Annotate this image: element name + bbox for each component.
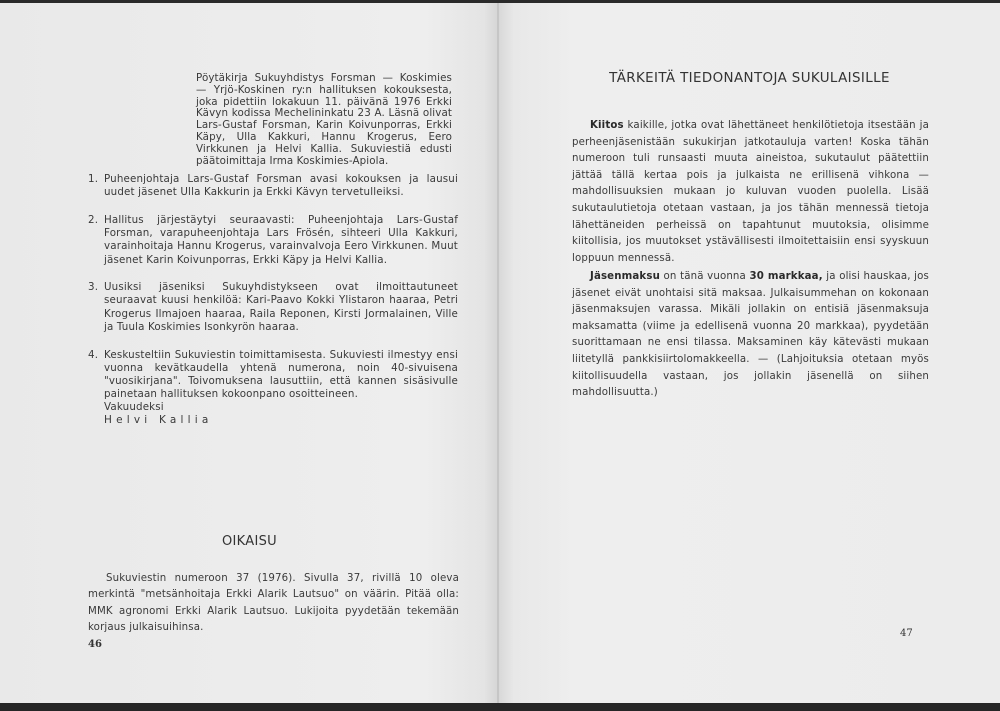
fee-text-b: ja olisi hauskaa, jos jäsenet eivät unohtaisi sitä maksaa. Julkaisummehan on kokonaan jäsenmaksujen varassa. Mikäli jollakin on entisiä jäsenmaksuja maksamatta (viime ja edellisenä vuonna 20 markkaa), pyydetään suorittamaan ne ensi tilassa. Maksaminen käy kätevästi mukaan liitetyllä pankkisiirtolomakkeella. — (Lahjoituksia otetaan myös kiitollisuudella vastaan, jos jollakin jäsenellä on siihen mahdollisuutta.) (572, 271, 930, 399)
fee-lead: Jäsenmaksu (590, 271, 660, 282)
fee-text-a: on tänä vuonna (659, 271, 750, 282)
meeting-minutes-intro: Pöytäkirja Sukuyhdistys Forsman — Koskimies — Yrjö-Koskinen ry:n hallituksen kokouksesta, joka pidettiin lokakuun 11. päivänä 1976 Erkki Kävyn kodissa Mechelininkatu 23 A. Läsnä olivat Lars-Gustaf Forsman, Karin Koivunporras, Erkki Käpy, Ulla Kakkuri, Hannu Krogerus, Eero Virkkunen ja Helvi Kallia. Sukuviestiä edusti päätoimittaja Irma Koskimies-Apiola. (196, 72, 452, 167)
item-number: 1. (88, 173, 99, 185)
signature: Helvi Kallia (104, 414, 213, 426)
section-title-notices: TÄRKEITÄ TIEDONANTOJA SUKULAISILLE (609, 71, 890, 86)
item-text: Keskusteltiin Sukuviestin toimittamisesta. Sukuviesti ilmestyy ensi vuonna kevätkaudella yhtenä numerona, noin 40-sivuisena "vuosikirjana". Toivomuksena lausuttiin, että kannen sisäsivulle painetaan hallituksen kokoonpano osoitteineen. (104, 348, 458, 401)
minutes-item (88, 281, 458, 334)
item-text: Puheenjohtaja Lars-Gustaf Forsman avasi kokouksen ja lausui uudet jäsenet Ulla Kakkurin ja Erkki Kävyn tervetulleiksi. (104, 173, 458, 199)
oikaisu-text: Sukuviestin numeroon 37 (1976). Sivulla 37, rivillä 10 oleva merkintä "metsänhoitaja Erkki Alarik Lautsuo" on väärin. Pitää olla: MMK agronomi Erkki Alarik Lautsuo. Lukijoita pyydetään tekemään korjaus julkaisuihinsa. (88, 573, 459, 634)
item-text: Uusiksi jäseniksi Sukuyhdistykseen ovat ilmoittautuneet seuraavat kuusi henkilöä: Kari-Paavo Kokki Ylistaron haaraa, Petri Krogerus Ilmajoen haaraa, Raila Reponen, Kirsti Jormalainen, Ville ja Tuula Koskimies Isonkyrön haaraa. (104, 281, 458, 333)
item-number: 3. (88, 281, 99, 294)
minutes-items (88, 173, 458, 429)
minutes-item (88, 214, 458, 267)
fee-amount: 30 markkaa, (749, 271, 823, 282)
item-number: 2. (88, 213, 99, 226)
section-title-oikaisu: OIKAISU (222, 534, 277, 549)
book-spread (0, 3, 1000, 703)
membership-fee-paragraph (572, 269, 929, 402)
item-number: 4. (88, 348, 99, 361)
minutes-item (88, 173, 458, 199)
item-text: Hallitus järjestäytyi seuraavasti: Puheenjohtaja Lars-Gustaf Forsman, varapuheenjohtaja Lars Frösén, sihteeri Ulla Kakkuri, varainhoitaja Hannu Krogerus, varainvalvoja Eero Virkkunen. Muut jäsenet Karin Koivunporras, Erkki Käpy ja Helvi Kallia. (104, 213, 458, 266)
minutes-item (88, 349, 458, 415)
thanks-paragraph (572, 118, 929, 267)
left-page (0, 3, 499, 703)
scan-edge (0, 703, 1000, 711)
thanks-lead: Kiitos (590, 120, 624, 131)
thanks-text: kaikille, jotka ovat lähettäneet henkilötietoja itsestään ja perheenjäsenistään sukukirjan jatkotauluja varten! Koska tähän numeroon tuli runsaasti muuta aineistoa, sukutaulut päätettiin jättää tällä kertaa pois ja julkaista ne erillisenä vihkona — mahdollisuuksien mukaan jo kuluvan vuoden puolella. Lisää sukutaulutietoja otetaan vastaan, ja jos tähän mennessä tietoja lähettäneiden perheissä on tapahtunut muutoksia, olisimme kiitollisia, jos muutokset ystävällisesti ilmoitettaisiin ensi syyskuun loppuun mennessä. (572, 120, 929, 264)
signoff: Vakuudeksi (104, 401, 164, 414)
page-number-left: 46 (88, 639, 102, 650)
page-number-right: 47 (900, 628, 913, 639)
oikaisu-body (88, 571, 459, 637)
